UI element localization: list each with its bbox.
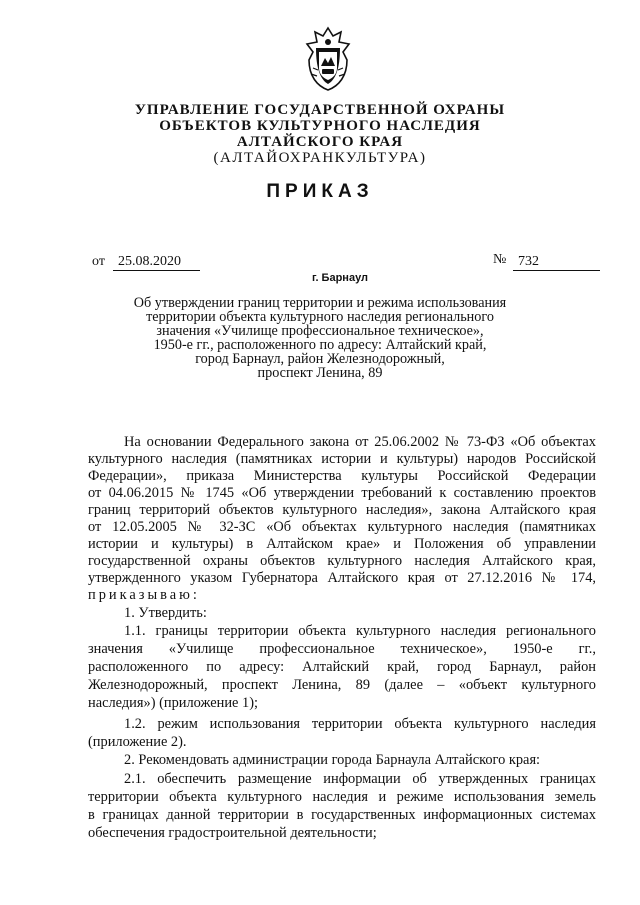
- body-paragraph-line: от 04.06.2015 № 1745 «Об утверждении требований к составлению проектов: [88, 485, 596, 501]
- subject-line: город Барнаул, район Железнодорожный,: [195, 351, 445, 367]
- clause-1: 1. Утвердить:: [124, 605, 207, 621]
- body-paragraph-line: На основании Федерального закона от 25.06.2002 № 73-ФЗ «Об объектах: [124, 434, 596, 450]
- clause-1-1: 1.1. границы территории объекта культурного наследия регионального: [124, 623, 596, 639]
- body-paragraph-line: культурного наследия (памятниках истории и культуры) народов Российской: [88, 451, 596, 467]
- clause-2-1-line: обеспечения градостроительной деятельности;: [88, 825, 377, 841]
- body-paragraph-line: границ территорий объектов культурного наследия», закона Алтайского края: [88, 502, 596, 518]
- subject-line: Об утверждении границ территории и режима использования: [133, 295, 507, 311]
- subject-line: территории объекта культурного наследия регионального: [146, 309, 494, 325]
- clause-1-1-line: расположенного по адресу: Алтайский край, город Барнаул, район: [88, 659, 596, 675]
- body-paragraph-line: Федерации», приказа Министерства культуры Российской Федерации: [88, 468, 596, 484]
- subject-line: проспект Ленина, 89: [257, 365, 383, 381]
- clause-1-1-line: Железнодорожный, проспект Ленина, 89 (далее – «объект культурного: [88, 677, 596, 693]
- clause-2-1-line: в границах данной территории в государственных информационных системах: [88, 807, 596, 823]
- document-city: г. Барнаул: [311, 272, 369, 284]
- org-short-name: (АЛТАЙОХРАНКУЛЬТУРА): [213, 150, 427, 166]
- body-paragraph-line: утвержденного указом Губернатора Алтайского края от 27.12.2016 № 174,: [88, 570, 596, 586]
- clause-1-2-line: (приложение 2).: [88, 734, 187, 750]
- clause-2-1-line: территории объекта культурного наследия и режиме использования земель: [88, 789, 596, 805]
- clause-1-1-line: наследия») (приложение 1);: [88, 695, 259, 711]
- document-title: ПРИКАЗ: [266, 181, 374, 202]
- clause-2-1: 2.1. обеспечить размещение информации об утвержденных границах: [124, 771, 596, 787]
- number-label: №: [493, 252, 507, 267]
- document-number: 732: [513, 254, 600, 271]
- date-label: от: [92, 254, 105, 269]
- document-date: 25.08.2020: [113, 254, 200, 271]
- body-paragraph-line: государственной охраны объектов культурного наследия Алтайского края,: [88, 553, 596, 569]
- body-paragraph-line: приказываю:: [88, 587, 200, 603]
- org-name-line2: ОБЪЕКТОВ КУЛЬТУРНОГО НАСЛЕДИЯ: [159, 118, 481, 134]
- subject-line: значения «Училище профессиональное техническое»,: [156, 323, 484, 339]
- clause-1-2: 1.2. режим использования территории объекта культурного наследия: [124, 716, 596, 732]
- clause-2: 2. Рекомендовать администрации города Барнаула Алтайского края:: [124, 752, 541, 768]
- org-name-line1: УПРАВЛЕНИЕ ГОСУДАРСТВЕННОЙ ОХРАНЫ: [134, 102, 506, 118]
- clause-1-1-line: значения «Училище профессиональное техническое», 1950-е гг.,: [88, 641, 596, 657]
- body-paragraph-line: от 12.05.2005 № 32-ЗС «Об объектах культурного наследия (памятниках: [88, 519, 596, 535]
- subject-line: 1950-е гг., расположенного по адресу: Алтайский край,: [153, 337, 487, 353]
- body-paragraph-line: истории и культуры) в Алтайском крае» и Положения об управлении: [88, 536, 596, 552]
- org-name-line3: АЛТАЙСКОГО КРАЯ: [236, 134, 404, 150]
- coat-of-arms-icon: [303, 24, 353, 92]
